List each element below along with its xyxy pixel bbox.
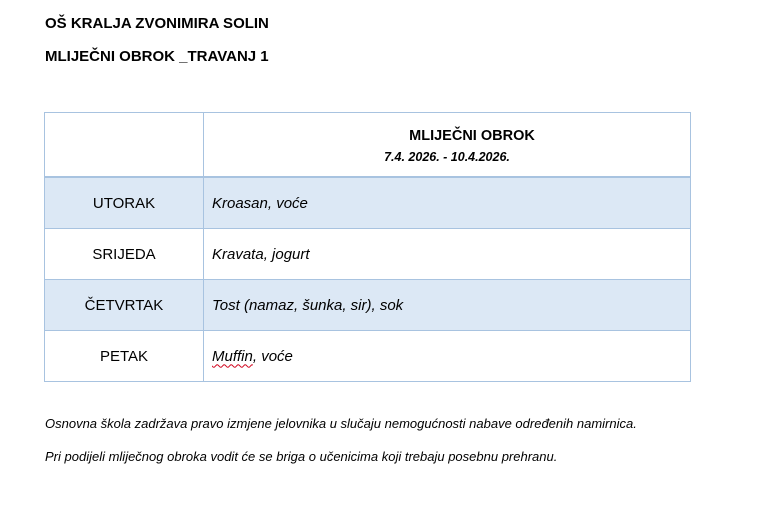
header-dates: 7.4. 2026. - 10.4.2026. [384, 149, 510, 164]
note-menu-change: Osnovna škola zadržava pravo izmjene jelovnika u slučaju nemogućnosti nabave određenih namirnica. [45, 416, 637, 431]
table-row [45, 331, 691, 382]
header-title: MLIJEČNI OBROK [409, 127, 535, 144]
header-cell [204, 113, 691, 178]
document-subtitle: MLIJEČNI OBROK _TRAVANJ 1 [45, 48, 269, 65]
note-special-diet: Pri podijeli mliječnog obroka vodit će se briga o učenicima koji trebaju posebnu prehranu. [45, 449, 558, 464]
meal-cell: Kroasan, voće [204, 177, 691, 229]
table-row [45, 229, 691, 280]
table-row [45, 177, 691, 229]
day-cell: SRIJEDA [45, 229, 204, 280]
meal-cell: Kravata, jogurt [204, 229, 691, 280]
meal-cell: Tost (namaz, šunka, sir), sok [204, 280, 691, 331]
table-row [45, 280, 691, 331]
day-cell: PETAK [45, 331, 204, 382]
day-cell: ČETVRTAK [45, 280, 204, 331]
spellcheck-word[interactable]: Muffin [212, 347, 253, 365]
meal-table [44, 112, 691, 382]
meal-cell [204, 331, 691, 382]
meal-rest: , voće [252, 347, 293, 365]
school-name: OŠ KRALJA ZVONIMIRA SOLIN [45, 15, 269, 32]
header-empty-cell [45, 113, 204, 178]
day-cell: UTORAK [45, 177, 204, 229]
table-header-row [45, 113, 691, 178]
